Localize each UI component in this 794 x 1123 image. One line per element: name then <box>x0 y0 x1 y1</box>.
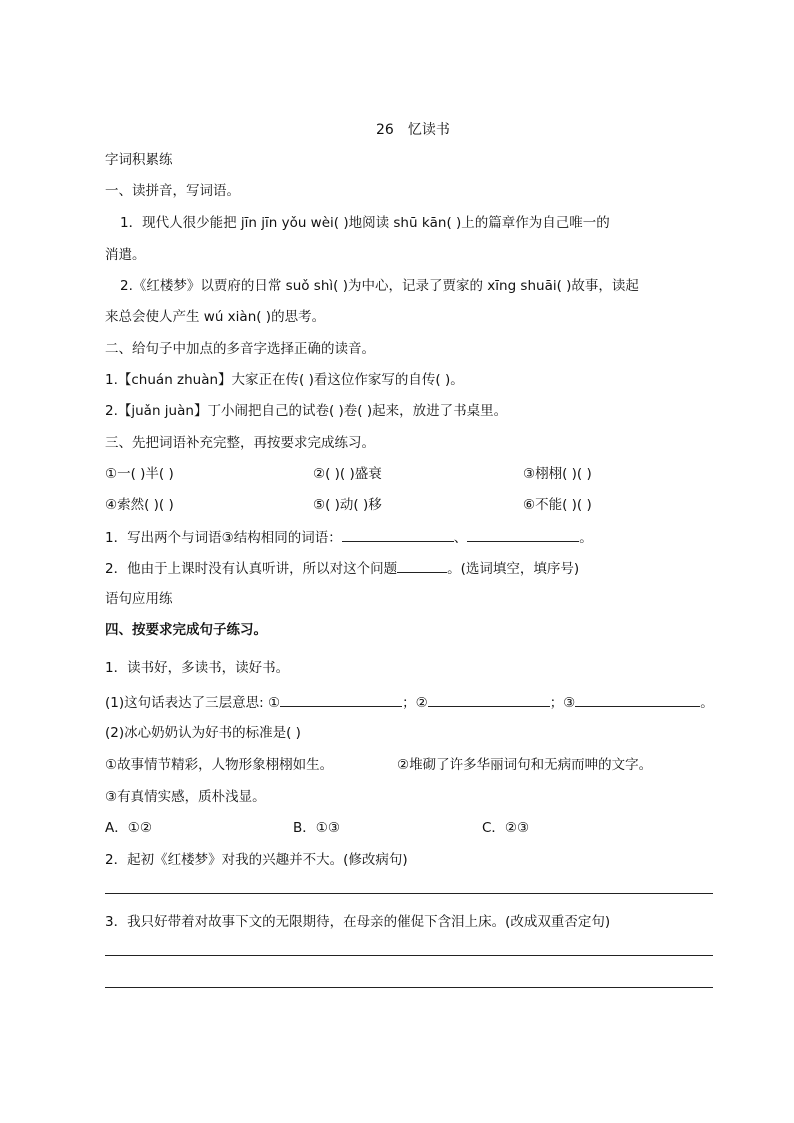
answer-blank[interactable] <box>428 692 550 707</box>
answer-line[interactable] <box>105 893 713 894</box>
q4-sub2: (2)冰心奶奶认为好书的标准是( ) <box>105 725 301 741</box>
choice-b[interactable]: B．①③ <box>293 820 340 836</box>
answer-blank[interactable] <box>397 558 447 573</box>
q4-heading: 四、按要求完成句子练习。 <box>105 622 267 638</box>
page-title <box>376 119 450 139</box>
lesson-number: 26 <box>376 122 394 138</box>
q2-heading: 二、给句子中加点的多音字选择正确的读音。 <box>105 341 375 357</box>
answer-blank[interactable] <box>575 692 700 707</box>
q3-ex1-separator: 、 <box>453 530 468 546</box>
answer-blank[interactable] <box>280 692 402 707</box>
q3-ex2-prompt: 2．他由于上课时没有认真听讲，所以对这个问题 <box>105 561 398 577</box>
q4-option-1: ①故事情节精彩，人物形象栩栩如生。 <box>105 757 334 773</box>
answer-line[interactable] <box>105 955 713 956</box>
q3-word-6: ⑥不能( )( ) <box>523 497 592 513</box>
q1-item2-line2: 来总会使人产生 wú xiàn( )的思考。 <box>105 309 326 325</box>
lesson-title: 忆读书 <box>407 122 450 138</box>
choice-a[interactable]: A．①② <box>105 820 152 836</box>
section-heading-sentences: 语句应用练 <box>105 591 173 607</box>
choice-c[interactable]: C．②③ <box>482 820 530 836</box>
q3-ex1-end: 。 <box>579 530 593 546</box>
q4-option-3: ③有真情实感，质朴浅显。 <box>105 789 266 805</box>
q3-word-1: ①一( )半( ) <box>105 466 174 482</box>
q4-sub1 <box>105 692 714 713</box>
q4-sub1-end: 。 <box>700 695 714 711</box>
q4-sub1-prompt: (1)这句话表达了三层意思: ① <box>105 695 281 711</box>
q1-item1-line2: 消遣。 <box>105 247 146 263</box>
q1-heading: 一、读拼音，写词语。 <box>105 183 240 199</box>
q3-exercise1 <box>105 527 593 548</box>
q3-word-3: ③栩栩( )( ) <box>523 466 592 482</box>
q4-item1: 1．读书好，多读书，读好书。 <box>105 660 290 676</box>
answer-blank[interactable] <box>467 527 579 542</box>
q2-item1: 1.【chuán zhuàn】大家正在传( )看这位作家写的自传( )。 <box>105 372 464 388</box>
q3-word-5: ⑤( )动( )移 <box>313 497 382 513</box>
q3-exercise2 <box>105 558 579 579</box>
q3-heading: 三、先把词语补充完整，再按要求完成练习。 <box>105 435 375 451</box>
q3-ex2-instruction: 。(选词填空，填序号) <box>447 561 580 577</box>
q1-item1-line1: 1．现代人很少能把 jīn jīn yǒu wèi( )地阅读 shū kān( )上的篇章作为自己唯一的 <box>120 215 610 231</box>
q4-item3: 3．我只好带着对故事下文的无限期待，在母亲的催促下含泪上床。(改成双重否定句) <box>105 914 611 930</box>
q4-option-2: ②堆砌了许多华丽词句和无病而呻的文字。 <box>397 757 653 773</box>
q3-word-4: ④索然( )( ) <box>105 497 174 513</box>
answer-line[interactable] <box>105 987 713 988</box>
q4-sub1-marker3: ；③ <box>549 695 576 711</box>
q4-sub1-marker2: ；② <box>402 695 428 711</box>
q1-item2-line1: 2.《红楼梦》以贾府的日常 suǒ shì( )为中心，记录了贾家的 xīng shuāi( )故事，读起 <box>120 278 639 294</box>
q3-ex1-prompt: 1．写出两个与词语③结构相同的词语： <box>105 530 342 546</box>
section-heading-vocabulary: 字词积累练 <box>105 152 173 168</box>
answer-blank[interactable] <box>342 527 454 542</box>
q3-word-2: ②( )( )盛衰 <box>313 466 382 482</box>
q4-item2: 2．起初《红楼梦》对我的兴趣并不大。(修改病句) <box>105 852 408 868</box>
q2-item2: 2.【juǎn juàn】丁小闹把自己的试卷( )卷( )起来，放进了书桌里。 <box>105 403 508 419</box>
